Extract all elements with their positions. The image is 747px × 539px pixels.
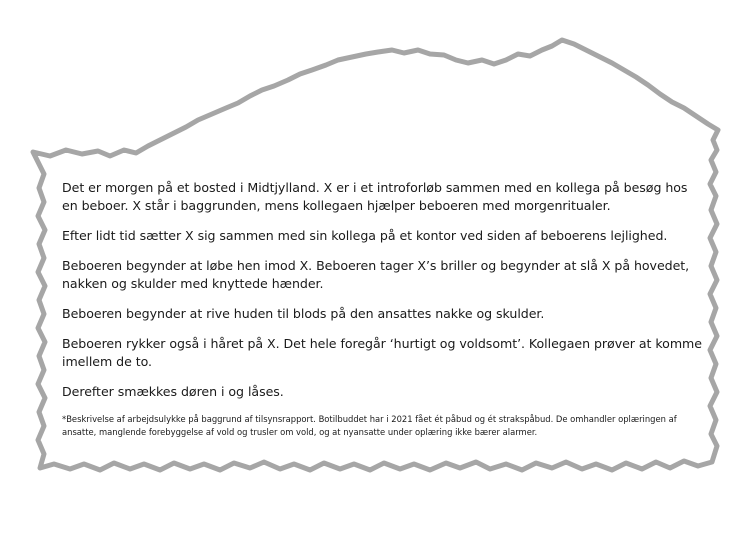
paragraph-door-locked: Derefter smækkes døren i og låses. — [62, 384, 284, 399]
incident-description — [62, 179, 702, 438]
paragraph-attack: Beboeren begynder at løbe hen imod X. Beboeren tager X’s briller og begynder at slå X på hovedet, nakken og skulder med knyttede hænder. — [62, 258, 690, 291]
paragraph-morning-scene: Det er morgen på et bosted i Midtjylland. X er i et introforløb sammen med en kollega på besøg hos en beboer. X står i baggrunden, mens kollegaen hjælper beboeren med morgenritualer. — [62, 180, 688, 213]
paragraph-office: Efter lidt tid sætter X sig sammen med sin kollega på et kontor ved siden af beboerens lejlighed. — [62, 228, 668, 243]
footnote: *Beskrivelse af arbejdsulykke på baggrund af tilsynsrapport. Botilbuddet har i 2021 fået ét påbud og ét strakspåbud. De omhandler oplæringen af ansatte, manglende forebyggelse af vold og trusler om vold, og at nyansatte under oplæring ikke bærer alarmer. — [62, 414, 677, 437]
paragraph-hair-pulling: Beboeren rykker også i håret på X. Det hele foregår ‘hurtigt og voldsomt’. Kollegaen prøver at komme imellem de to. — [62, 336, 702, 369]
paragraph-injury: Beboeren begynder at rive huden til blods på den ansattes nakke og skulder. — [62, 306, 545, 321]
